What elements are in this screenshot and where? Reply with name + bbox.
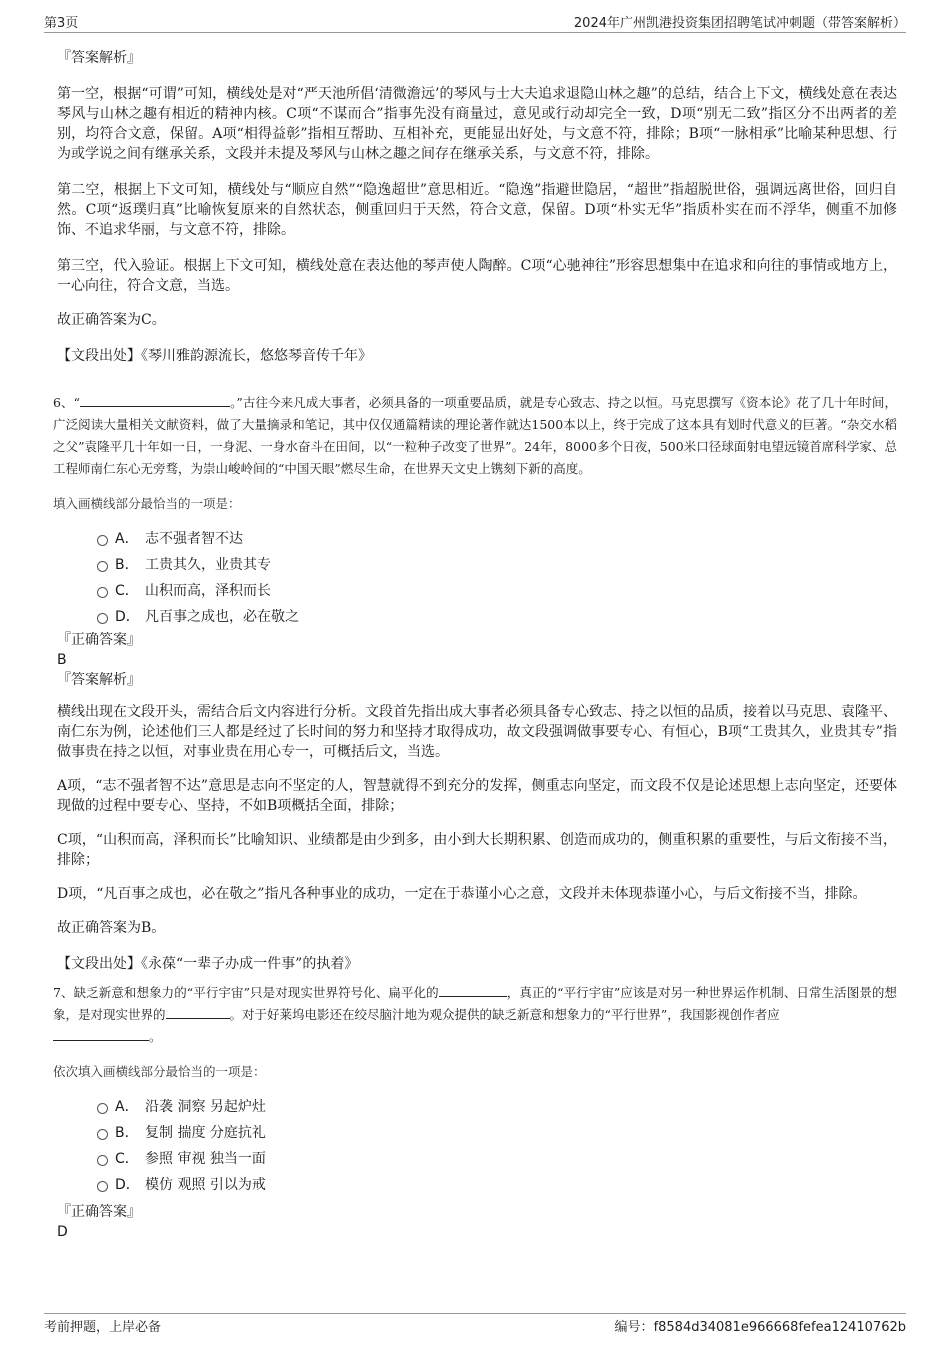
page-footer bbox=[44, 1313, 906, 1335]
option-c[interactable]: C． 山积而高，泽积而长 bbox=[57, 578, 897, 604]
page-number: 第3页 bbox=[44, 16, 79, 31]
analysis-paragraph: 横线出现在文段开头，需结合后文内容进行分析。文段首先指出成大事者必须具备专心致志、持之以恒的品质，接着以马克思、袁隆平、南仁东为例，论述他们三人都是经过了长时间的努力和坚持才取得成功，故文段强调做事要专心、有恒心，B项“工贵其久，业贵其专”指做事贵在持之以恒，对事业贵在用心专一，可概括后文，当选。 bbox=[57, 704, 897, 760]
page-content bbox=[53, 44, 897, 1242]
radio-button[interactable] bbox=[97, 1129, 108, 1140]
option-b[interactable]: B． 工贵其久，业贵其专 bbox=[57, 552, 897, 578]
analysis-label: 『答案解析』 bbox=[57, 672, 141, 688]
question-7-text: 7、缺乏新意和想象力的“平行宇宙”只是对现实世界符号化、扁平化的 ，真正的“平行宇宙”应该是对另一种世界运作机制、日常生活图景的想象，是对现实世界的 。对于好莱坞电影还在绞尽脑汁地为观众提供的缺乏新意和想象力的“平行世界”，我国影视创作者应 。 bbox=[53, 982, 897, 1048]
source-citation: 【文段出处】《永葆“一辈子办成一件事”的执着》 bbox=[57, 956, 359, 972]
radio-button[interactable] bbox=[97, 1103, 108, 1114]
question-7-prompt: 依次填入画横线部分最恰当的一项是： bbox=[53, 1064, 266, 1079]
option-d[interactable]: D． 凡百事之成也，必在敬之 bbox=[57, 604, 897, 630]
analysis-paragraph: D项，“凡百事之成也，必在敬之”指凡各种事业的成功，一定在于恭谨小心之意，文段并未体现恭谨小心，与后文衔接不当，排除。 bbox=[57, 886, 867, 902]
analysis-paragraph: C项，“山积而高，泽积而长”比喻知识、业绩都是由少到多，由小到大长期积累、创造而成功的，侧重积累的重要性，与后文衔接不当，排除； bbox=[57, 832, 897, 868]
radio-button[interactable] bbox=[97, 587, 108, 598]
radio-button[interactable] bbox=[97, 613, 108, 624]
fill-blank bbox=[53, 1026, 149, 1041]
page-header bbox=[44, 10, 906, 33]
analysis-paragraph: 第一空，根据“可谓”可知，横线处是对“严天池所倡‘清微澹远’的琴风与士大夫追求退隐山林之趣”的总结，结合上下文，横线处意在表达琴风与山林之趣有相近的精神内核。C项“不谋而合”指事先没有商量过，意见或行动却完全一致，D项“别无二致”指区分不出两者的差别，均符合文意，保留。A项“相得益彰”指相互帮助、互相补充，更能显出好处，与文意不符，排除；B项“一脉相承”比喻某种思想、行为或学说之间有继承关系，文段并未提及琴风与山林之趣之间存在继承关系，与文意不符，排除。 bbox=[57, 86, 897, 162]
question-6-prompt: 填入画横线部分最恰当的一项是： bbox=[53, 496, 241, 511]
analysis-label: 『答案解析』 bbox=[57, 50, 141, 66]
correct-answer: D bbox=[57, 1224, 68, 1240]
correct-answer: B bbox=[57, 652, 67, 668]
analysis-paragraph: 第三空，代入验证。根据上下文可知，横线处意在表达他的琴声使人陶醉。C项“心驰神往”形容思想集中在追求和向往的事情或地方上，一心向往，符合文意，当选。 bbox=[57, 258, 897, 294]
question-6-text: 6、“ 。”古往今来凡成大事者，必须具备的一项重要品质，就是专心致志、持之以恒。马克思撰写《资本论》花了几十年时间，广泛阅读大量相关文献资料，做了大量摘录和笔记，其中仅仅通篇精读的理论著作就达1500本以上，终于完成了这本具有划时代意义的巨著。“杂交水稻之父”袁隆平几十年如一日，一身泥、一身水奋斗在田间，以“一粒种子改变了世界”。24年，8000多个日夜，500米口径球面射电望远镜首席科学家、总工程师南仁东心无旁骛，为崇山峻岭间的“中国天眼”燃尽生命，在世界天文史上镌刻下新的高度。 bbox=[53, 392, 897, 480]
analysis-paragraph: A项，“志不强者智不达”意思是志向不坚定的人，智慧就得不到充分的发挥，侧重志向坚定，而文段不仅是论述思想上志向坚定，还要体现做的过程中要专心、坚持，不如B项概括全面，排除； bbox=[57, 778, 897, 814]
fill-blank bbox=[439, 982, 507, 997]
document-title: 2024年广州凯港投资集团招聘笔试冲刺题（带答案解析） bbox=[573, 16, 906, 31]
option-c[interactable]: C． 参照 审视 独当一面 bbox=[57, 1146, 897, 1172]
answer-conclusion: 故正确答案为C。 bbox=[57, 312, 166, 328]
fill-blank bbox=[166, 1004, 230, 1019]
document-code: 编号：f8584d34081e966668fefea12410762b bbox=[614, 1320, 906, 1335]
option-b[interactable]: B． 复制 揣度 分庭抗礼 bbox=[57, 1120, 897, 1146]
radio-button[interactable] bbox=[97, 535, 108, 546]
radio-button[interactable] bbox=[97, 1181, 108, 1192]
question-6-options bbox=[57, 526, 897, 630]
footer-slogan: 考前押题，上岸必备 bbox=[44, 1320, 162, 1335]
radio-button[interactable] bbox=[97, 561, 108, 572]
correct-answer-label: 『正确答案』 bbox=[57, 632, 141, 648]
radio-button[interactable] bbox=[97, 1155, 108, 1166]
source-citation: 【文段出处】《琴川雅韵源流长，悠悠琴音传千年》 bbox=[57, 348, 372, 364]
analysis-paragraph: 第二空，根据上下文可知，横线处与“顺应自然”“隐逸超世”意思相近。“隐逸”指避世隐居，“超世”指超脱世俗，强调远离世俗，回归自然。C项“返璞归真”比喻恢复原来的自然状态，侧重回归于天然，符合文意，保留。D项“朴实无华”指质朴实在而不浮华，侧重不加修饰、不追求华丽，与文意不符，排除。 bbox=[57, 182, 897, 238]
fill-blank bbox=[80, 392, 230, 407]
option-a[interactable]: A． 志不强者智不达 bbox=[57, 526, 897, 552]
correct-answer-label: 『正确答案』 bbox=[57, 1204, 141, 1220]
question-7-options bbox=[57, 1094, 897, 1198]
answer-conclusion: 故正确答案为B。 bbox=[57, 920, 166, 936]
option-a[interactable]: A． 沿袭 洞察 另起炉灶 bbox=[57, 1094, 897, 1120]
option-d[interactable]: D． 模仿 观照 引以为戒 bbox=[57, 1172, 897, 1198]
